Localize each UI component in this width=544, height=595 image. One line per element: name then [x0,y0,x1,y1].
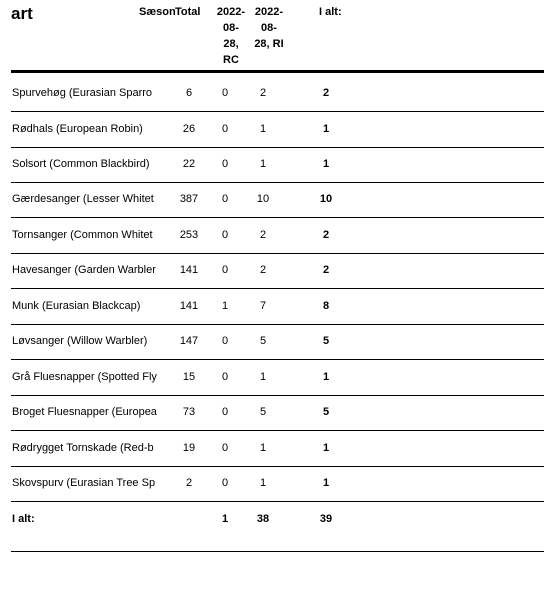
totals-row [11,502,544,552]
table-row [11,324,544,360]
cell-name: Tornsanger (Common Whitet [12,229,153,241]
cell-rc: 0 [221,158,229,170]
cell-name: Skovspurv (Eurasian Tree Sp [12,477,156,489]
header-col-rc-line: RC [223,54,239,66]
header-col-ri-line: 08- [261,22,277,34]
header-rule [11,70,544,73]
cell-rc: 1 [221,300,229,312]
cell-ri: 5 [259,406,267,418]
cell-name: Munk (Eurasian Blackcap) [12,300,141,312]
table-row [11,395,544,431]
cell-i-alt: 5 [322,406,330,418]
cell-name: Gærdesanger (Lesser Whitet [12,193,154,205]
cell-i-alt: 10 [319,193,333,205]
cell-i-alt: 1 [322,123,330,135]
cell-rc: 0 [221,87,229,99]
header-total: Total [175,6,201,18]
cell-i-alt: 2 [322,229,330,241]
table-row [11,147,544,183]
cell-total: 253 [179,229,199,241]
cell-name: Havesanger (Garden Warbler [12,264,156,276]
cell-total: 26 [182,123,196,135]
table-row [11,182,544,218]
cell-ri: 2 [259,264,267,276]
header-saeson: Sæson [139,6,176,18]
cell-i-alt: 1 [322,371,330,383]
cell-name: Solsort (Common Blackbird) [12,158,150,170]
cell-i-alt: 1 [322,442,330,454]
cell-rc: 0 [221,123,229,135]
cell-total: 147 [179,335,199,347]
header-i-alt: I alt: [319,6,342,18]
cell-i-alt: 2 [322,264,330,276]
cell-name: Løvsanger (Willow Warbler) [12,335,148,347]
cell-rc: 0 [221,264,229,276]
cell-i-alt: 8 [322,300,330,312]
cell-ri: 2 [259,87,267,99]
cell-ri: 2 [259,229,267,241]
totals-label: I alt: [12,513,35,525]
cell-i-alt: 5 [322,335,330,347]
cell-ri: 5 [259,335,267,347]
table-row [11,112,544,148]
cell-total: 141 [179,300,199,312]
cell-name: Rødrygget Tornskade (Red-b [12,442,154,454]
cell-name: Broget Fluesnapper (Europea [12,406,157,418]
cell-rc: 0 [221,335,229,347]
cell-ri: 1 [259,442,267,454]
cell-name: Rødhals (European Robin) [12,123,143,135]
cell-total: 2 [185,477,193,489]
cell-ri: 1 [259,477,267,489]
cell-total: 22 [182,158,196,170]
cell-total: 19 [182,442,196,454]
cell-total: 15 [182,371,196,383]
header-col-ri-line: 2022- [254,6,284,18]
cell-total: 141 [179,264,199,276]
totals-rc: 1 [221,513,229,525]
cell-ri: 7 [259,300,267,312]
cell-name: Spurvehøg (Eurasian Sparro [12,87,153,99]
header-col-ri-line: 28, RI [254,38,284,50]
cell-rc: 0 [221,477,229,489]
cell-ri: 1 [259,158,267,170]
table-row [11,253,544,289]
cell-name: Grå Fluesnapper (Spotted Fly [12,371,157,383]
table-row [11,466,544,502]
header-col-rc-line: 2022- [216,6,246,18]
header-col-ri [252,4,286,52]
header-col-rc-line: 28, [223,38,239,50]
cell-ri: 1 [259,123,267,135]
cell-rc: 0 [221,442,229,454]
cell-i-alt: 1 [322,477,330,489]
totals-ri: 38 [256,513,270,525]
cell-i-alt: 1 [322,158,330,170]
cell-total: 6 [185,87,193,99]
table-row [11,360,544,396]
cell-rc: 0 [221,193,229,205]
cell-ri: 10 [256,193,270,205]
table-row [11,76,544,112]
totals-i-alt: 39 [319,513,333,525]
table-row [11,289,544,325]
cell-rc: 0 [221,371,229,383]
cell-rc: 0 [221,229,229,241]
cell-rc: 0 [221,406,229,418]
cell-total: 387 [179,193,199,205]
cell-ri: 1 [259,371,267,383]
cell-i-alt: 2 [322,87,330,99]
table-row [11,218,544,254]
table-row [11,431,544,467]
cell-total: 73 [182,406,196,418]
header-col-rc [216,4,246,68]
header-art: art [11,4,33,23]
header-col-rc-line: 08- [223,22,239,34]
